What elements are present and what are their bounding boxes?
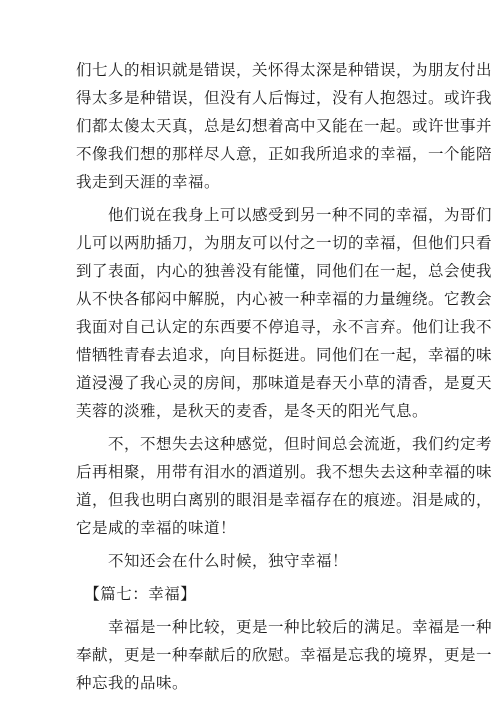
text-line: 幸福是一种比较，更是一种比较后的满足。幸福是一种	[76, 618, 493, 636]
text-line: 它是咸的幸福的味道！	[76, 519, 237, 537]
text-line: 我面对自己认定的东西要不停追寻，永不言弃。他们让我不	[76, 318, 493, 336]
text-line: 惜牺牲青春去追求，向目标挺进。同他们在一起，幸福的味	[76, 346, 493, 364]
text-line: 道，但我也明白离别的眼泪是幸福存在的痕迹。泪是咸的，	[76, 491, 493, 509]
text-line: 从不快各郁闷中解脱，内心被一种幸福的力量缠绕。它教会	[76, 290, 493, 308]
section-heading: 【篇七：幸福】	[76, 585, 197, 603]
text-line: 儿可以两肋插刀，为朋友可以付之一切的幸福，但他们只看	[76, 234, 493, 252]
text-line: 我走到天涯的幸福。	[76, 173, 221, 191]
text-line: 得太多是种错误，但没有人后悔过，没有人抱怨过。或许我	[76, 89, 493, 107]
text-line: 不知还会在什么时候，独守幸福！	[76, 552, 349, 570]
text-line: 后再相聚，用带有泪水的酒道别。我不想失去这种幸福的味	[76, 463, 493, 481]
text-line: 到了表面，内心的独善没有能懂，同他们在一起，总会使我	[76, 262, 493, 280]
text-line: 不，不想失去这种感觉，但时间总会流逝，我们约定考	[76, 435, 493, 453]
text-line: 奉献，更是一种奉献后的欣慰。幸福是忘我的境界，更是一	[76, 646, 493, 664]
text-line: 种忘我的品味。	[76, 674, 189, 692]
text-line: 们都太傻太天真，总是幻想着高中又能在一起。或许世事并	[76, 117, 493, 135]
text-line: 道浸漫了我心灵的房间，那味道是春天小草的清香，是夏天	[76, 374, 493, 392]
text-line: 不像我们想的那样尽人意，正如我所追求的幸福，一个能陪	[76, 145, 493, 163]
text-line: 他们说在我身上可以感受到另一种不同的幸福，为哥们	[76, 206, 493, 224]
text-line: 们七人的相识就是错误，关怀得太深是种错误，为朋友付出	[76, 61, 493, 79]
text-line: 芙蓉的淡雅，是秋天的麦香，是冬天的阳光气息。	[76, 402, 429, 420]
